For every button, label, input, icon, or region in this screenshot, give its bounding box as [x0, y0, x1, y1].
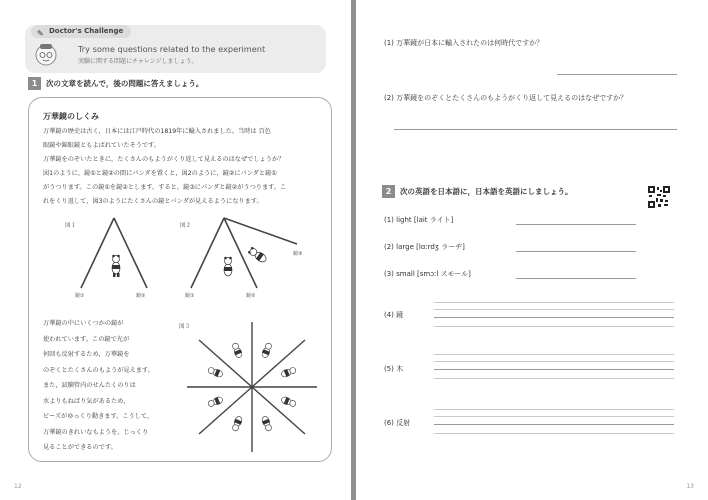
writing-guide: [434, 416, 674, 417]
text-line: 使われています。この鏡で光が: [43, 335, 130, 343]
text-line: のぞくとたくさんのもようが見えます。: [43, 366, 154, 374]
text-line: ビーズがゆっくり動きます。こうして，: [43, 413, 154, 420]
vocab-item: (3) small [smɔːl スモール]: [384, 270, 471, 278]
page-number-left: 12: [14, 483, 22, 490]
content-box: [28, 97, 332, 462]
challenge-banner: [25, 25, 326, 73]
vocab-item: (5) 木: [384, 365, 404, 373]
right-page: [356, 0, 708, 500]
figure-2-diagram: [179, 216, 309, 296]
answer-line-1[interactable]: [557, 74, 677, 75]
text-line: れをくり返して，図3のようにたくさんの鏡とパンダが見えるようになります。: [43, 198, 263, 205]
section-2-header: [382, 185, 573, 198]
challenge-tag-text: Doctor's Challenge: [49, 27, 124, 35]
writing-guide: [434, 309, 674, 310]
figure-1-diagram: [69, 216, 159, 296]
fig2-mirror-2-label: 鏡②: [246, 293, 256, 299]
answer-line-vocab-6[interactable]: [434, 424, 674, 425]
writing-guide: [434, 378, 674, 379]
text-line: 万華鏡のきれいなもようを，じっくり: [43, 428, 149, 436]
section-number: 2: [382, 185, 395, 198]
question-1: (1) 万華鏡が日本に輸入されたのは何時代ですか？: [384, 39, 544, 47]
paragraph-1: [43, 125, 286, 209]
figure-2-label: 図２: [180, 223, 192, 229]
fig2-mirror-3-label: 鏡③: [293, 251, 303, 257]
text-line: 眼鏡や錦眼鏡ともよばれていたそうです。: [43, 142, 161, 149]
text-line: 図1のように，鏡①と鏡②の間にパンダを置くと，図2のように，鏡②にパンダと鏡①: [43, 170, 277, 177]
writing-guide: [434, 326, 674, 327]
paragraph-2: [43, 316, 154, 456]
section-instruction: 次の英語を日本語に，日本語を英語にしましょう。: [400, 187, 573, 196]
writing-guide: [434, 354, 674, 355]
mirror-2-label: 鏡②: [136, 293, 146, 299]
figure-3-label: 図３: [179, 324, 191, 330]
mascot-icon: [33, 41, 59, 67]
challenge-subtitle: 実験に関する問題にチャレンジしましょう。: [78, 58, 198, 65]
text-line: 万華鏡の歴史は古く，日本には江戸時代の1819年に輸入されました。当時は 百色: [43, 128, 271, 135]
question-2: (2) 万華鏡をのぞくとたくさんのもようがくり返して見えるのはなぜですか？: [384, 94, 628, 102]
answer-line-vocab-5[interactable]: [434, 369, 674, 370]
answer-line-vocab-1[interactable]: [516, 224, 636, 225]
vocab-item: (1) light [lait ライト]: [384, 216, 454, 224]
challenge-tag: [31, 25, 131, 38]
text-line: がうつります。この鏡①を鏡②とします。すると，鏡③にパンダと鏡②がうつります。こ: [43, 184, 287, 191]
page-number-right: 13: [686, 483, 694, 490]
vocab-item: (6) 反射: [384, 419, 411, 427]
figure-3-kaleidoscope: [177, 320, 327, 455]
figure-1-label: 図１: [65, 223, 77, 229]
answer-line-vocab-4[interactable]: [434, 317, 674, 318]
box-title: 万華鏡のしくみ: [43, 112, 99, 121]
left-page: [0, 0, 351, 500]
vocab-item: (2) large [lɑːrdʒ ラーヂ]: [384, 243, 465, 251]
text-line: 万華鏡をのぞいたときに，たくさんのもようがくり返して見えるのはなぜでしょうか？: [43, 156, 285, 163]
mirror-1-label: 鏡①: [75, 293, 85, 299]
writing-guide: [434, 409, 674, 410]
answer-line-vocab-2[interactable]: [516, 251, 636, 252]
fig2-mirror-1-label: 鏡①: [185, 293, 195, 299]
challenge-title: Try some questions related to the experiment: [78, 44, 266, 54]
section-instruction: 次の文章を読んで，後の問題に答えましょう。: [46, 79, 204, 88]
text-line: 水よりもねばり気があるため，: [43, 397, 130, 405]
text-line: 何回も反射するため，万華鏡を: [43, 351, 130, 358]
writing-guide: [434, 433, 674, 434]
writing-guide: [434, 361, 674, 362]
answer-line-vocab-3[interactable]: [516, 278, 636, 279]
qr-code-icon[interactable]: [648, 186, 670, 208]
section-1-header: [28, 77, 203, 90]
writing-guide: [434, 302, 674, 303]
section-number: 1: [28, 77, 41, 90]
vocab-item: (4) 鏡: [384, 311, 404, 319]
panda-icon: [112, 255, 120, 277]
answer-line-2[interactable]: [394, 129, 677, 130]
text-line: 見ることができるのです。: [43, 444, 117, 451]
text-line: 万華鏡の中にいくつかの鏡が: [43, 320, 124, 327]
pencil-icon: ✎: [37, 29, 44, 38]
text-line: また，試験管内のせんたくのりは: [43, 382, 136, 389]
